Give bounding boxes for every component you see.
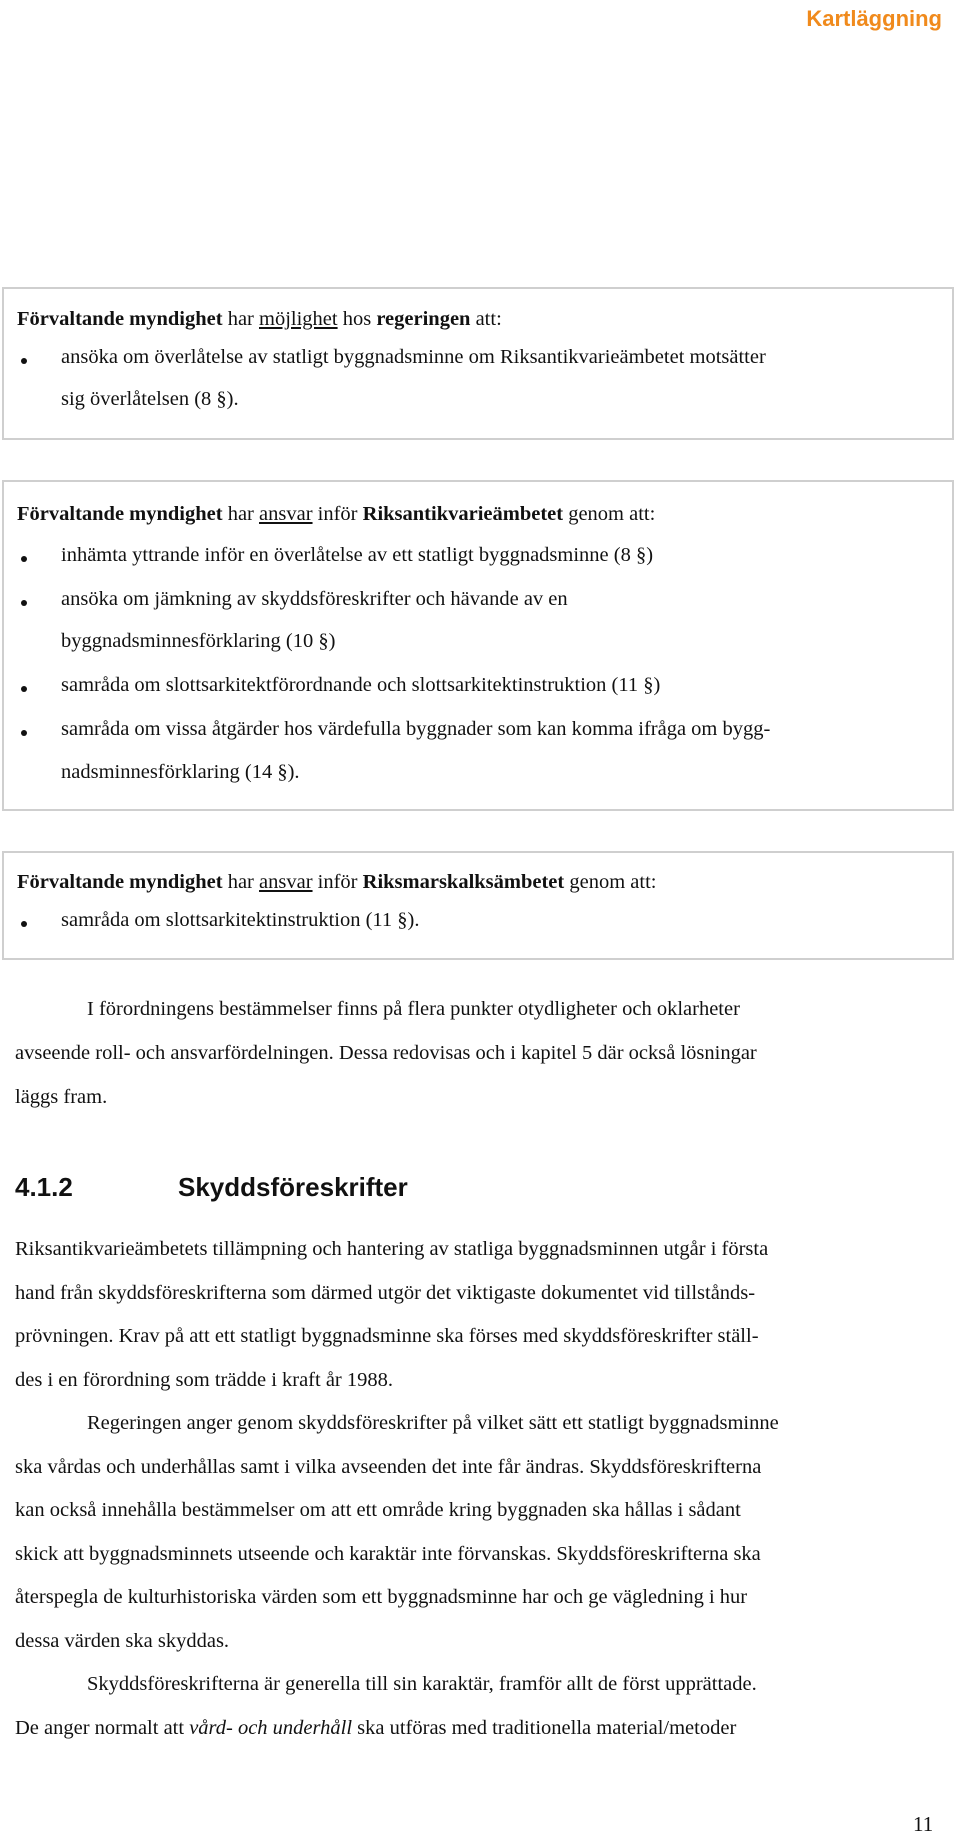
body-text-line: återspegla de kulturhistoriska värden som ett byggnadsminne har och ge vägledning i hur [15, 1586, 748, 1608]
box-intro-verb: har [222, 871, 260, 893]
bullet-icon [21, 556, 27, 562]
box-intro [17, 871, 656, 894]
header-title: Kartläggning [806, 6, 942, 31]
emphasis-text: vård- och underhåll [189, 1717, 353, 1739]
body-text-line: dessa värden ska skyddas. [15, 1630, 230, 1652]
box-intro [17, 503, 655, 526]
list-item: inhämta yttrande inför en överlåtelse av ett statligt byggnadsminne (8 §) [61, 544, 654, 566]
text-run: ska utföras med traditionella material/metoder [352, 1717, 737, 1739]
box-intro-verb: har [222, 308, 260, 330]
list-item-continuation: byggnadsminnesförklaring (10 §) [61, 630, 336, 652]
responsibility-box-regeringen [2, 287, 954, 440]
box-key-term: ansvar [259, 871, 313, 893]
box-party: Riksmarskalksämbetet [362, 871, 565, 893]
body-text-line: prövningen. Krav på att ett statligt byggnadsminne ska förses med skyddsföreskrifter ställ- [15, 1325, 759, 1347]
section-number: 4.1.2 [15, 1172, 73, 1202]
section-title: Skyddsföreskrifter [178, 1172, 408, 1202]
box-key-term: möjlighet [259, 308, 338, 330]
box-intro-mid: inför [312, 503, 363, 525]
body-text-line: I förordningens bestämmelser finns på flera punkter otydligheter och oklarheter [87, 998, 740, 1020]
list-item-continuation: nadsminnesförklaring (14 §). [61, 761, 300, 783]
box-party: Riksantikvarieämbetet [362, 503, 564, 525]
list-item: ansöka om överlåtelse av statligt byggnadsminne om Riksantikvarieämbetet motsätter [61, 346, 766, 368]
list-item: samråda om vissa åtgärder hos värdefulla byggnader som kan komma ifråga om bygg- [61, 718, 771, 740]
box-intro-tail: genom att: [563, 503, 656, 525]
list-item: samråda om slottsarkitektförordnande och slottsarkitektinstruktion (11 §) [61, 674, 661, 696]
box-key-term: ansvar [259, 503, 313, 525]
box-party: regeringen [376, 308, 471, 330]
text-run: De anger normalt att [15, 1717, 190, 1739]
body-text-line: avseende roll- och ansvarfördelningen. Dessa redovisas och i kapitel 5 där också lösningar [15, 1042, 757, 1064]
box-intro-mid: hos [337, 308, 377, 330]
box-subject: Förvaltande myndighet [17, 871, 223, 893]
box-intro-tail: genom att: [564, 871, 657, 893]
body-text-line: des i en förordning som trädde i kraft år 1988. [15, 1369, 394, 1391]
responsibility-box-riksmarskalksambetet [2, 851, 954, 960]
box-intro-verb: har [222, 503, 260, 525]
bullet-icon [21, 358, 27, 364]
bullet-icon [21, 730, 27, 736]
body-text-line: läggs fram. [15, 1086, 108, 1108]
body-text-line: Riksantikvarieämbetets tillämpning och hantering av statliga byggnadsminnen utgår i första [15, 1238, 769, 1260]
body-text-line: Skyddsföreskrifterna är generella till sin karaktär, framför allt de först upprättade. [87, 1673, 757, 1695]
body-text-line: kan också innehålla bestämmelser om att ett område kring byggnaden ska hållas i sådant [15, 1499, 741, 1521]
body-text-line: Regeringen anger genom skyddsföreskrifter på vilket sätt ett statligt byggnadsminne [87, 1412, 779, 1434]
box-intro [17, 308, 502, 331]
list-item: ansöka om jämkning av skyddsföreskrifter och hävande av en [61, 588, 568, 610]
box-intro-tail: att: [470, 308, 502, 330]
box-subject: Förvaltande myndighet [17, 308, 223, 330]
body-text-line [15, 1717, 736, 1740]
list-item-continuation: sig överlåtelsen (8 §). [61, 388, 239, 410]
box-intro-mid: inför [312, 871, 363, 893]
body-text-line: ska vårdas och underhållas samt i vilka avseenden det inte får ändras. Skyddsföreskrifterna [15, 1456, 762, 1478]
page-number: 11 [913, 1812, 934, 1836]
responsibility-box-riksantikvarieambetet [2, 480, 954, 811]
body-text-line: skick att byggnadsminnets utseende och karaktär inte förvanskas. Skyddsföreskrifterna ska [15, 1543, 761, 1565]
list-item: samråda om slottsarkitektinstruktion (11 §). [61, 909, 420, 931]
bullet-icon [21, 686, 27, 692]
box-subject: Förvaltande myndighet [17, 503, 223, 525]
bullet-icon [21, 600, 27, 606]
body-text-line: hand från skyddsföreskrifterna som därmed utgör det viktigaste dokumentet vid tillstånds- [15, 1282, 756, 1304]
bullet-icon [21, 921, 27, 927]
